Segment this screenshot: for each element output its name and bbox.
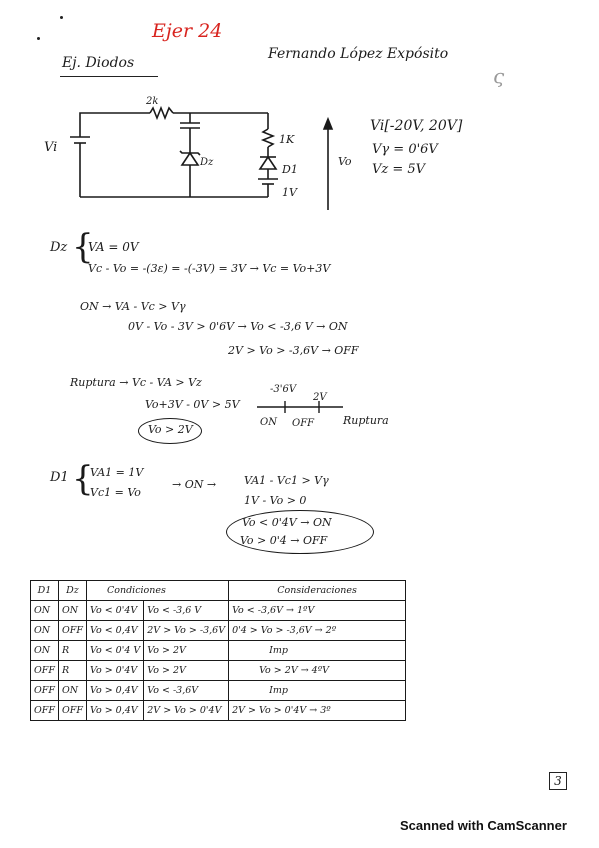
cell: Vo > 0,4V (86, 681, 143, 701)
header-condiciones: Condiciones (86, 581, 228, 601)
cell: Vo > 2V (144, 661, 229, 681)
stray-mark: ς (493, 64, 505, 88)
label-1v: 1V (282, 186, 297, 199)
axis-label-right: 2V (313, 392, 327, 403)
speck (60, 16, 63, 19)
d1-result-on: Vo < 0'4V → ON (242, 516, 332, 529)
param-range: Vi[-20V, 20V] (370, 118, 463, 134)
dz-line1: VA = 0V (88, 240, 139, 254)
cell: Vo > 0,4V (86, 701, 143, 721)
summary-table (30, 580, 406, 721)
table-row (31, 601, 406, 621)
speck (37, 37, 40, 40)
vo-arrow-head (324, 119, 332, 129)
axis-region-ruptura: Ruptura (343, 414, 389, 427)
param-vgamma: Vγ = 0'6V (372, 142, 438, 157)
param-vz: Vz = 5V (372, 162, 426, 177)
cell: OFF (31, 661, 59, 681)
d1-cond1: VA1 - Vc1 > Vγ (244, 474, 329, 487)
cell: ON (58, 601, 86, 621)
title-underline (60, 76, 158, 77)
label-vi: Vi (44, 140, 58, 155)
author-name: Fernando López Expósito (268, 46, 449, 62)
dz-on-condition: ON → VA - Vc > Vγ (80, 300, 186, 313)
cell: R (58, 661, 86, 681)
cell: 2V > Vo > 0'4V → 3º (229, 701, 406, 721)
cell: Imp (229, 641, 406, 661)
resistor-1k (263, 129, 273, 147)
table-row (31, 701, 406, 721)
d1-heading: D1 (50, 470, 69, 485)
cell: Imp (229, 681, 406, 701)
d1-line2: Vc1 = Vo (90, 486, 141, 499)
cell: Vo < 0'4 V (86, 641, 143, 661)
cell: 2V > Vo > -3,6V (144, 621, 229, 641)
cell: Vo < 0,4V (86, 621, 143, 641)
d1-result-off: Vo > 0'4 → OFF (240, 534, 328, 547)
axis-region-off: OFF (292, 418, 315, 429)
cell: OFF (58, 701, 86, 721)
cell: OFF (31, 701, 59, 721)
cell: Vo < 0'4V (86, 601, 143, 621)
header-dz: Dz (58, 581, 86, 601)
cell: Vo < -3,6V → 1ºV (229, 601, 406, 621)
cell: Vo < -3,6V (144, 681, 229, 701)
circuit-diagram (50, 95, 350, 215)
zener-triangle (182, 153, 198, 165)
d1-arrow: → ON → (172, 478, 217, 491)
cell: Vo < -3,6 V (144, 601, 229, 621)
cell: OFF (31, 681, 59, 701)
cell: Vo > 2V (144, 641, 229, 661)
resistor-2k (150, 108, 173, 118)
cell: ON (31, 601, 59, 621)
dz-ruptura-result: Vo > 2V (148, 423, 193, 436)
table-header-row (31, 581, 406, 601)
page-number: 3 (549, 772, 567, 790)
dz-on-calc: 0V - Vo - 3V > 0'6V → Vo < -3,6 V → ON (128, 320, 348, 333)
dz-ruptura-condition: Ruptura → Vc - VA > Vz (70, 376, 202, 389)
d1-triangle (260, 157, 276, 169)
label-2k: 2k (146, 96, 159, 107)
dz-line2: Vc - Vo = -(3ε) = -(-3V) = 3V → Vc = Vo+3V (88, 262, 331, 275)
exercise-number: Ejer 24 (152, 20, 223, 42)
table-row (31, 681, 406, 701)
cell: ON (31, 621, 59, 641)
cell: R (58, 641, 86, 661)
table-row (31, 641, 406, 661)
section-title: Ej. Diodos (62, 55, 135, 71)
header-consideraciones: Consideraciones (229, 581, 406, 601)
d1-line1: VA1 = 1V (90, 466, 144, 479)
cell: ON (31, 641, 59, 661)
axis-region-on: ON (260, 417, 277, 428)
table-row (31, 661, 406, 681)
d1-brace: { (72, 459, 94, 499)
d1-cond2: 1V - Vo > 0 (244, 494, 307, 507)
cell: Vo > 2V → 4ºV (229, 661, 406, 681)
label-dz: Dz (200, 157, 214, 168)
cell: 0'4 > Vo > -3,6V → 2º (229, 621, 406, 641)
cell: ON (58, 681, 86, 701)
cell: Vo > 0'4V (86, 661, 143, 681)
dz-ruptura-calc: Vo+3V - 0V > 5V (145, 398, 240, 411)
header-d1: D1 (31, 581, 59, 601)
label-vo: Vo (338, 155, 352, 168)
table-row (31, 621, 406, 641)
cell: OFF (58, 621, 86, 641)
label-1k: 1K (279, 133, 295, 146)
dz-heading: Dz (50, 240, 68, 255)
cell: 2V > Vo > 0'4V (144, 701, 229, 721)
dz-brace: { (72, 227, 94, 267)
wire-top-left (80, 113, 150, 117)
axis-label-left: -3'6V (270, 384, 297, 395)
dz-off-calc: 2V > Vo > -3,6V → OFF (228, 344, 359, 357)
label-d1: D1 (282, 163, 298, 176)
scanner-watermark: Scanned with CamScanner (400, 818, 567, 833)
